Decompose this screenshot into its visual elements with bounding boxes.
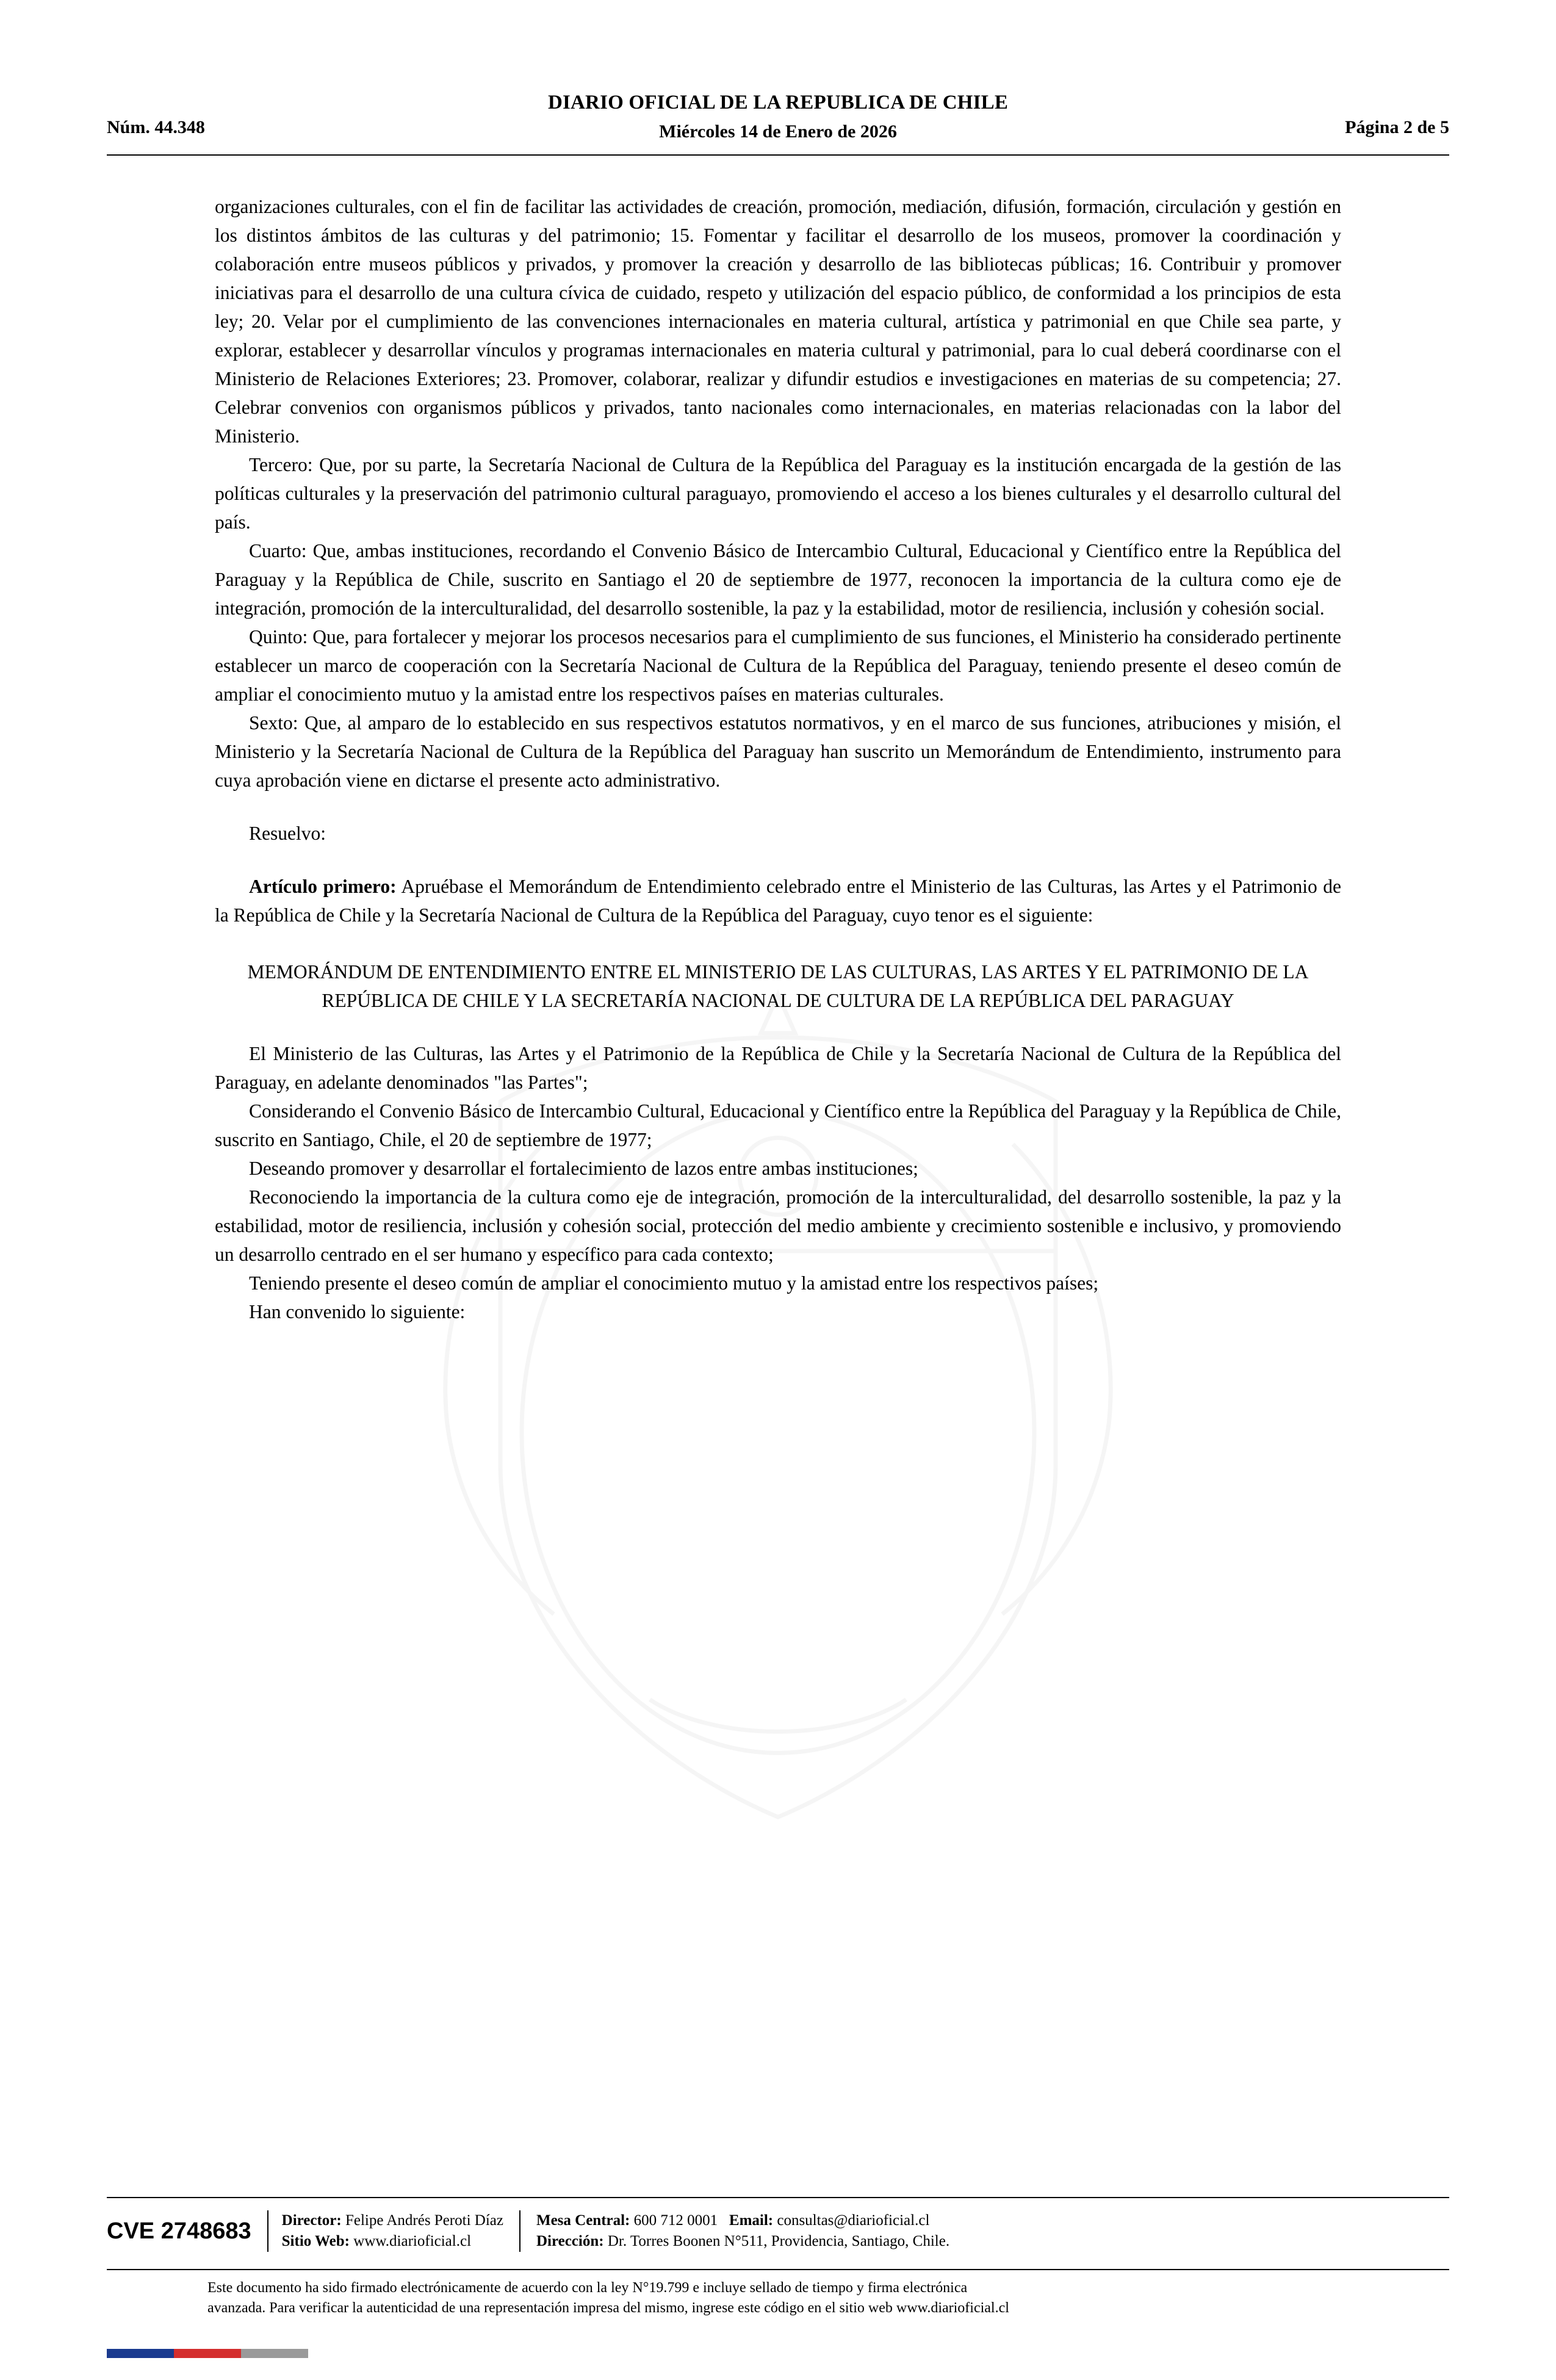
paragraph-continuation: organizaciones culturales, con el fin de facilitar las actividades de creación, promoción, mediación, difusión, formación, circulación y gestión en los distintos ámbitos de las culturas y del patrimonio; 15. Fomentar y facilitar el desarrollo de los museos, promover la coordinación y colaboración entre museos públicos y privados, y promover la creación y desarrollo de las bibliotecas públicas; 16. Contribuir y promover iniciativas para el desarrollo de una cultura cívica de cuidado, respeto y utilización del espacio público, de conformidad a los principios de esta ley; 20. Velar por el cumplimiento de las convenciones internacionales en materia cultural, artística y patrimonial en que Chile sea parte, y explorar, establecer y desarrollar vínculos y programas internacionales en materia cultural y patrimonial, para lo cual deberá coordinarse con el Ministerio de Relaciones Exteriores; 23. Promover, colaborar, realizar y difundir estudios e investigaciones en materias de su competencia; 27. Celebrar convenios con organismos públicos y privados, tanto nacionales como internacionales, en materias relacionadas con la labor del Ministerio. — [215, 196, 1341, 447]
footer-direccion-value: Dr. Torres Boonen N°511, Providencia, Santiago, Chile. — [603, 2233, 950, 2249]
publication-title: DIARIO OFICIAL DE LA REPUBLICA DE CHILE — [547, 92, 1009, 114]
footer-mesa-label: Mesa Central: — [536, 2212, 630, 2229]
footer-email-value[interactable]: consultas@diarioficial.cl — [773, 2212, 930, 2229]
legal-notice-line-1: Este documento ha sido firmado electrónicamente de acuerdo con la ley N°19.799 e incluye sellado de tiempo y firma electrónica — [207, 2280, 968, 2296]
article-first — [215, 872, 1341, 929]
footer-separator-2 — [519, 2210, 520, 2252]
footer-director-label: Director: — [281, 2212, 342, 2229]
article-first-text: Apruébase el Memorándum de Entendimiento celebrado entre el Ministerio de las Culturas, las Artes y el Patrimonio de la República de Chile y la Secretaría Nacional de Cultura de la República del Paraguay, cuyo tenor es el siguiente: — [215, 876, 1341, 926]
paragraph-quinto: Quinto: Que, para fortalecer y mejorar los procesos necesarios para el cumplimiento de sus funciones, el Ministerio ha considerado pertinente establecer un marco de cooperación con la Secretaría Nacional de Cultura de la República del Paraguay, teniendo presente el deseo común de ampliar el conocimiento mutuo y la amistad entre los respectivos países en materias culturales. — [215, 626, 1341, 705]
cve-code: CVE 2748683 — [107, 2218, 251, 2244]
header-divider — [107, 154, 1449, 156]
legal-notice — [207, 2278, 1449, 2318]
footer-website — [282, 2231, 503, 2252]
footer-mesa-value: 600 712 0001 — [630, 2212, 718, 2229]
mou-title: MEMORÁNDUM DE ENTENDIMIENTO ENTRE EL MINISTERIO DE LAS CULTURAS, LAS ARTES Y EL PATRIMONIO DE LA REPÚBLICA DE CHILE Y LA SECRETARÍA NACIONAL DE CULTURA DE LA REPÚBLICA DEL PARAGUAY — [247, 961, 1309, 1011]
footer-director — [282, 2210, 503, 2231]
footer-contact-right — [534, 2210, 949, 2252]
masthead — [0, 92, 1556, 142]
paragraph-tercero: Tercero: Que, por su parte, la Secretaría Nacional de Cultura de la República del Paraguay es la institución encargada de la gestión de las políticas culturales y la preservación del patrimonio cultural paraguayo, promoviendo el acceso a los bienes culturales y el desarrollo cultural del país. — [215, 454, 1341, 533]
footer-direccion-label: Dirección: — [536, 2233, 604, 2249]
footer-divider-top — [107, 2197, 1449, 2198]
flag-bar-blue — [107, 2349, 174, 2358]
footer-direccion — [536, 2231, 949, 2252]
mou-paragraph-parties: El Ministerio de las Culturas, las Artes y el Patrimonio de la República de Chile y la Secretaría Nacional de Cultura de la República del Paraguay, en adelante denominados "las Partes"; — [215, 1043, 1341, 1093]
footer-separator-1 — [267, 2210, 268, 2252]
flag-bar-gray — [241, 2349, 308, 2358]
legal-notice-line-2: avanzada. Para verificar la autenticidad de una representación impresa del mismo, ingrese este código en el sitio web www.diarioficial.cl — [207, 2300, 1009, 2316]
footer-director-value: Felipe Andrés Peroti Díaz — [341, 2212, 503, 2229]
flag-bar — [107, 2349, 308, 2358]
mou-paragraph-convenido: Han convenido lo siguiente: — [249, 1301, 466, 1322]
paragraph-sexto: Sexto: Que, al amparo de lo establecido en sus respectivos estatutos normativos, y en el marco de sus funciones, atribuciones y misión, el Ministerio y la Secretaría Nacional de Cultura de la República del Paraguay han suscrito un Memorándum de Entendimiento, instrumento para cuya aprobación viene en dictarse el presente acto administrativo. — [215, 712, 1341, 791]
issue-number: Núm. 44.348 — [107, 117, 205, 137]
footer-main — [107, 2210, 1449, 2252]
document-body — [215, 192, 1341, 1326]
page-footer — [0, 2197, 1556, 2380]
paragraph-cuarto: Cuarto: Que, ambas instituciones, recordando el Convenio Básico de Intercambio Cultural, Educacional y Científico entre la República del Paraguay y la República de Chile, suscrito en Santiago el 20 de septiembre de 1977, reconocen la importancia de la cultura como eje de integración, promoción de la interculturalidad, del desarrollo sostenible, la paz y la estabilidad, motor de resiliencia, inclusión y cohesión social. — [215, 540, 1341, 619]
page-number: Página 2 de 5 — [1345, 117, 1449, 137]
footer-contact-left — [282, 2210, 519, 2252]
article-first-label: Artículo primero: — [249, 876, 397, 897]
mou-paragraph-deseando: Deseando promover y desarrollar el fortalecimiento de lazos entre ambas instituciones; — [249, 1158, 918, 1179]
mou-paragraph-teniendo: Teniendo presente el deseo común de ampliar el conocimiento mutuo y la amistad entre los respectivos países; — [249, 1272, 1099, 1294]
footer-email-label: Email: — [729, 2212, 774, 2229]
footer-website-value[interactable]: www.diarioficial.cl — [350, 2233, 472, 2249]
resolve-heading: Resuelvo: — [249, 823, 326, 844]
footer-mesa-central — [536, 2210, 949, 2231]
publication-date: Miércoles 14 de Enero de 2026 — [659, 121, 897, 142]
footer-divider-mid — [107, 2269, 1449, 2270]
mou-paragraph-considerando: Considerando el Convenio Básico de Intercambio Cultural, Educacional y Científico entre la República del Paraguay y la República de Chile, suscrito en Santiago, Chile, el 20 de septiembre de 1977; — [215, 1100, 1341, 1150]
flag-bar-red — [174, 2349, 241, 2358]
footer-website-label: Sitio Web: — [281, 2233, 350, 2249]
footer-spacer — [718, 2212, 729, 2229]
mou-paragraph-reconociendo: Reconociendo la importancia de la cultura como eje de integración, promoción de la interculturalidad, del desarrollo sostenible, la paz y la estabilidad, motor de resiliencia, inclusión y cohesión social, protección del medio ambiente y crecimiento sostenible e inclusivo, y promoviendo un desarrollo centrado en el ser humano y específico para cada contexto; — [215, 1186, 1341, 1265]
